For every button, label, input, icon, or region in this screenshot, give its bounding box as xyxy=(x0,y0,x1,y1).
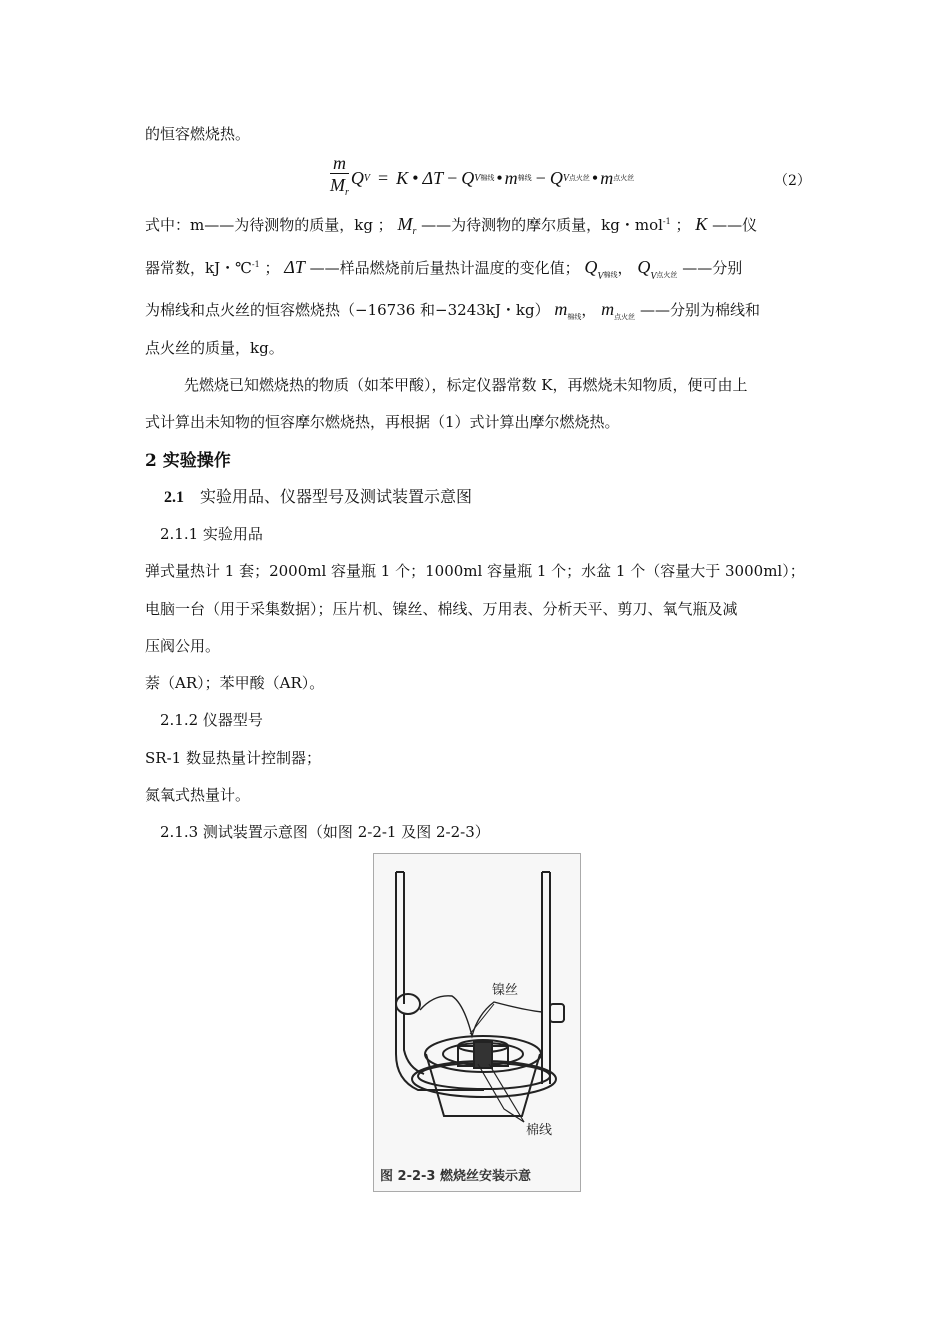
fraction: $\frac{m}{M_r}$ xyxy=(330,152,349,198)
definitions-line-1: 式中：m——为待测物的质量，kg ； $M_r$ ——为待测物的摩尔质量，kg・mol$^{-1}$ ； K ——仪 xyxy=(145,214,758,237)
paragraph-line: 压阀公用。 xyxy=(145,637,221,655)
apparatus-illustration xyxy=(374,854,580,1191)
subsubsection-heading: 2.1.2 仪器型号 xyxy=(160,711,263,729)
definitions-line-2: 器常数，kJ・℃$^{-1}$ ； ΔT ——样品燃烧前后量热计温度的变化值； $Q_{V棉线}$， $Q_{V点火丝}$ ——分别 xyxy=(145,257,743,282)
paragraph-line: 萘（AR）；苯甲酸（AR）。 xyxy=(145,674,325,692)
section-heading: 2 实验操作 xyxy=(145,451,231,471)
equation-number: （2） xyxy=(774,173,811,189)
definitions-line-4: 点火丝的质量，kg。 xyxy=(145,339,284,357)
paragraph-line: 氮氧式热量计。 xyxy=(145,786,251,804)
label-nickel-wire: 镍丝 xyxy=(492,983,519,998)
figure-caption: 图 2-2-3 燃烧丝安装示意 xyxy=(380,1169,531,1184)
label-cotton-thread: 棉线 xyxy=(526,1123,553,1138)
figure-fuse-wire-installation xyxy=(373,853,581,1192)
paragraph-line: 弹式量热计 1 套；2000ml 容量瓶 1 个；1000ml 容量瓶 1 个；水盆 1 个（容量大于 3000ml）； xyxy=(145,562,805,580)
paragraph-line: 先燃烧已知燃烧热的物质（如苯甲酸），标定仪器常数 K，再燃烧未知物质，便可由上 xyxy=(184,376,748,394)
equation-2: $\frac{m}{M_r}$ Q V = K • ΔT − Q V 棉线 • m 棉线 − Q V 点火丝 • m 点火丝 xyxy=(330,152,634,204)
definitions-line-3: 为棉线和点火丝的恒容燃烧热（−16736 和−3243kJ・kg） $m_{棉线}$， $m_{点火丝}$ ——分别为棉线和 xyxy=(145,299,760,321)
subsubsection-heading: 2.1.3 测试装置示意图（如图 2-2-1 及图 2-2-3） xyxy=(160,823,490,841)
numerator: m xyxy=(330,153,349,174)
paragraph-line: SR-1 数显热量计控制器； xyxy=(145,749,321,767)
paragraph-line: 式计算出未知物的恒容摩尔燃烧热，再根据（1）式计算出摩尔燃烧热。 xyxy=(145,413,620,431)
paragraph-line: 电脑一台（用于采集数据）；压片机、镍丝、棉线、万用表、分析天平、剪刀、氧气瓶及减 xyxy=(145,600,738,618)
subsection-heading: 2.1 实验用品、仪器型号及测试装置示意图 xyxy=(164,487,473,506)
subsubsection-heading: 2.1.1 实验用品 xyxy=(160,525,263,543)
para-fragment: 的恒容燃烧热。 xyxy=(145,125,251,143)
